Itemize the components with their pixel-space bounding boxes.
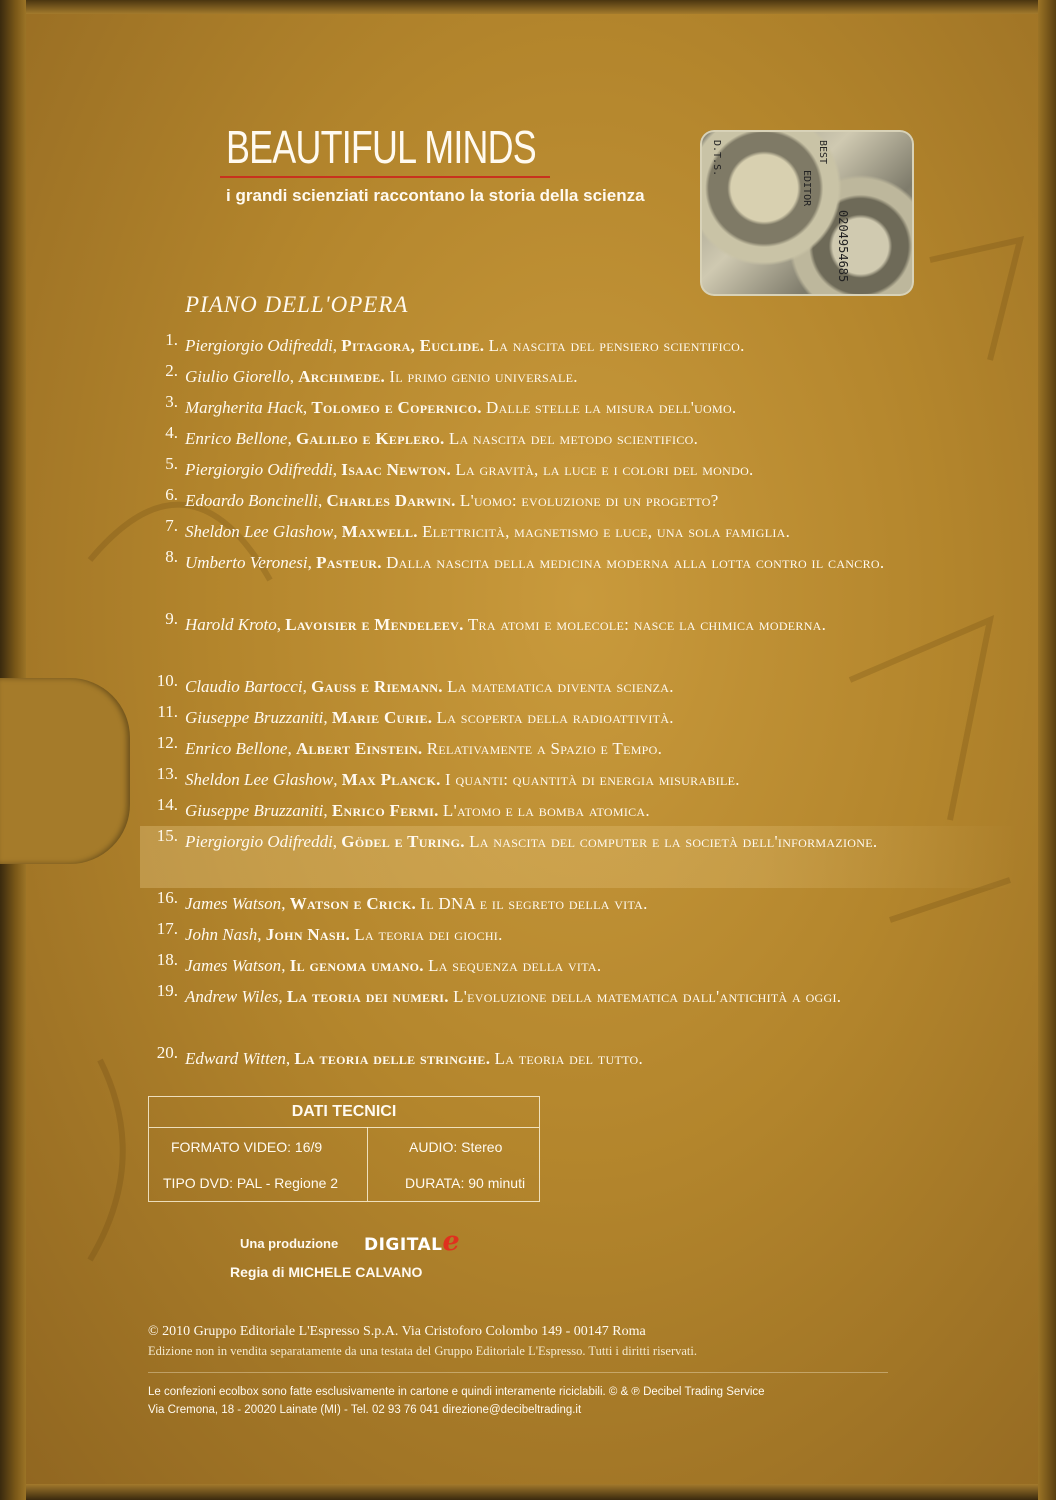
footer-divider (148, 1372, 888, 1373)
toc-item-number: 8. (165, 547, 178, 566)
video-format: FORMATO VIDEO: 16/9 (171, 1139, 323, 1155)
production-label: Una produzione (240, 1236, 339, 1251)
toc-title: PIANO DELL'OPERA (185, 292, 409, 317)
hologram-editor: EDITOR (801, 170, 812, 207)
toc-item-subject: John Nash. (265, 925, 351, 944)
toc-item-description: La teoria del tutto. (494, 1049, 644, 1068)
toc-item-subject: Maxwell. (341, 522, 418, 541)
toc-item-subject: Charles Darwin. (326, 491, 456, 510)
technical-data-box (148, 1096, 540, 1202)
toc-item (140, 981, 1020, 1043)
tech-divider-v (367, 1127, 368, 1201)
toc-item-subject: La teoria dei numeri. (286, 987, 449, 1006)
toc-item (140, 826, 1020, 888)
toc-item-subject: Marie Curie. (331, 708, 433, 727)
toc-item (140, 516, 1020, 547)
toc-item-author: Giuseppe Bruzzaniti (185, 801, 324, 820)
toc-item-number: 10. (156, 671, 178, 690)
toc-item-subject: Isaac Newton. (341, 460, 452, 479)
toc-item-author: Giuseppe Bruzzaniti (185, 708, 324, 727)
hologram-code: 0204954685 (836, 210, 850, 283)
toc-item-subject: La teoria delle stringhe. (294, 1049, 491, 1068)
toc-item-subject: Max Planck. (341, 770, 441, 789)
toc-item-body: Piergiorgio Odifreddi, Isaac Newton. La gravità, la luce e i colori del mondo. (185, 460, 754, 479)
toc-item-author: Claudio Bartocci (185, 677, 303, 696)
toc-item-number: 18. (156, 950, 178, 969)
toc-item (140, 919, 1020, 950)
toc-item-number: 16. (156, 888, 178, 907)
toc-item-number: 19. (156, 981, 178, 1000)
duration: DURATA: 90 minuti (405, 1175, 526, 1191)
toc-item-number: 7. (165, 516, 178, 535)
digital-e-logo (364, 1226, 460, 1257)
toc-item-number: 6. (165, 485, 178, 504)
toc-item-description: La sequenza della vita. (428, 956, 602, 975)
dvd-type: TIPO DVD: PAL - Regione 2 (163, 1175, 339, 1191)
cover-edge-top (0, 0, 1056, 14)
toc-item-number: 5. (165, 454, 178, 473)
toc-item (140, 888, 1020, 919)
toc-item-description: Dalle stelle la misura dell'uomo. (486, 398, 737, 417)
toc-item (140, 485, 1020, 516)
toc-item-description: L'uomo: evoluzione di un progetto? (459, 491, 719, 510)
toc-item-body: Edward Witten, La teoria delle stringhe. La teoria del tutto. (185, 1049, 644, 1068)
cover-edge-bottom (0, 1484, 1056, 1500)
toc-item-author: James Watson (185, 894, 282, 913)
toc-item-body: Andrew Wiles, La teoria dei numeri. L'evoluzione della matematica dall'antichità a oggi. (185, 987, 842, 1006)
toc-item-number: 13. (156, 764, 178, 783)
toc-item-body: James Watson, Il genoma umano. La sequenza della vita. (185, 956, 602, 975)
toc-item-body: Sheldon Lee Glashow, Max Planck. I quanti: quantità di energia misurabile. (185, 770, 740, 789)
toc-item-author: James Watson (185, 956, 282, 975)
toc-item-subject: Watson e Crick. (289, 894, 417, 913)
rights-notice: Edizione non in vendita separatamente da una testata del Gruppo Editoriale L'Espresso. Tutti i diritti riservati. (148, 1344, 697, 1358)
footer-address: Via Cremona, 18 - 20020 Lainate (MI) - Tel. 02 93 76 041 direzione@decibeltrading.it (148, 1404, 582, 1416)
toc-item-description: La gravità, la luce e i colori del mondo. (455, 460, 754, 479)
toc-item-description: L'atomo e la bomba atomica. (442, 801, 650, 820)
toc-item-number: 17. (156, 919, 178, 938)
series-subtitle: i grandi scienziati raccontano la storia della scienza (226, 186, 645, 205)
toc-item-author: Giulio Giorello (185, 367, 290, 386)
toc-item-number: 20. (156, 1043, 178, 1062)
toc-item-subject: Archimede. (298, 367, 386, 386)
toc-item-body: Piergiorgio Odifreddi, Pitagora, Euclide. La nascita del pensiero scientifico. (185, 336, 745, 355)
toc-item-number: 14. (156, 795, 178, 814)
toc-item-description: I quanti: quantità di energia misurabile. (444, 770, 740, 789)
toc-item (140, 454, 1020, 485)
toc-item-subject: Albert Einstein. (295, 739, 423, 758)
toc-item-author: Andrew Wiles (185, 987, 279, 1006)
toc-item (140, 671, 1020, 702)
toc-item (140, 764, 1020, 795)
toc-item-number: 1. (165, 330, 178, 349)
toc-item (140, 1043, 1020, 1074)
toc-item-author: Edoardo Boncinelli (185, 491, 318, 510)
toc-item-subject: Tolomeo e Copernico. (311, 398, 482, 417)
toc-item-number: 12. (156, 733, 178, 752)
copyright-line: © 2010 Gruppo Editoriale L'Espresso S.p.A. Via Cristoforo Colombo 149 - 00147 Roma (148, 1324, 646, 1339)
toc-item-body: Enrico Bellone, Galileo e Keplero. La nascita del metodo scientifico. (185, 429, 699, 448)
toc-item-subject: Enrico Fermi. (331, 801, 439, 820)
toc-item (140, 423, 1020, 454)
toc-item-description: Elettricità, magnetismo e luce, una sola famiglia. (422, 522, 791, 541)
toc-item-author: Piergiorgio Odifreddi (185, 336, 333, 355)
logo-text: DIGITAL (364, 1235, 443, 1255)
table-of-contents (140, 330, 1020, 1074)
audio-format: AUDIO: Stereo (409, 1139, 503, 1155)
toc-item-author: Sheldon Lee Glashow (185, 522, 334, 541)
toc-item-body: Giulio Giorello, Archimede. Il primo genio universale. (185, 367, 578, 386)
toc-item-author: Piergiorgio Odifreddi (185, 832, 333, 851)
toc-item (140, 950, 1020, 981)
toc-item-body: John Nash, John Nash. La teoria dei giochi. (185, 925, 503, 944)
toc-item-body: Margherita Hack, Tolomeo e Copernico. Dalle stelle la misura dell'uomo. (185, 398, 737, 417)
toc-item-body: Giuseppe Bruzzaniti, Marie Curie. La scoperta della radioattività. (185, 708, 674, 727)
toc-item (140, 702, 1020, 733)
toc-item (140, 330, 1020, 361)
toc-item (140, 547, 1020, 609)
toc-item-author: Enrico Bellone (185, 739, 288, 758)
logo-e: e (442, 1226, 461, 1257)
toc-item-description: Il primo genio universale. (389, 367, 578, 386)
toc-item (140, 795, 1020, 826)
toc-item (140, 361, 1020, 392)
toc-item-number: 4. (165, 423, 178, 442)
toc-item-number: 2. (165, 361, 178, 380)
hologram-dts: D.T.S. (711, 140, 722, 177)
toc-item-number: 15. (156, 826, 178, 845)
box-spine-right (1038, 0, 1056, 1500)
footer-recycling-note: Le confezioni ecolbox sono fatte esclusivamente in cartone e quindi interamente riciclabili. © & ℗ Decibel Trading Service (148, 1386, 765, 1398)
toc-item-author: Piergiorgio Odifreddi (185, 460, 333, 479)
toc-item-description: Relativamente a Spazio e Tempo. (426, 739, 663, 758)
toc-item-subject: Gauss e Riemann. (311, 677, 443, 696)
toc-item-body: Piergiorgio Odifreddi, Gödel e Turing. La nascita del computer e la società dell'informazione. (185, 832, 878, 851)
toc-item-description: La nascita del pensiero scientifico. (488, 336, 745, 355)
toc-item-description: La nascita del metodo scientifico. (448, 429, 699, 448)
toc-item (140, 609, 1020, 671)
toc-item-body: Giuseppe Bruzzaniti, Enrico Fermi. L'atomo e la bomba atomica. (185, 801, 650, 820)
toc-item-subject: Il genoma umano. (289, 956, 424, 975)
toc-item-author: Margherita Hack (185, 398, 303, 417)
toc-item-description: L'evoluzione della matematica dall'antichità a oggi. (453, 987, 842, 1006)
toc-item-body: Sheldon Lee Glashow, Maxwell. Elettricità, magnetismo e luce, una sola famiglia. (185, 522, 791, 541)
toc-item-author: Harold Kroto (185, 615, 277, 634)
toc-item-subject: Pitagora, Euclide. (341, 336, 485, 355)
toc-item-body: Enrico Bellone, Albert Einstein. Relativamente a Spazio e Tempo. (185, 739, 663, 758)
siae-hologram-sticker (700, 130, 914, 296)
toc-item-body: Umberto Veronesi, Pasteur. Dalla nascita della medicina moderna alla lotta contro il cancro. (185, 553, 885, 572)
toc-item-description: Dalla nascita della medicina moderna alla lotta contro il cancro. (386, 553, 885, 572)
technical-data-title: DATI TECNICI (291, 1103, 397, 1120)
toc-item-description: La scoperta della radioattività. (436, 708, 674, 727)
toc-item-number: 9. (165, 609, 178, 628)
toc-item-subject: Gödel e Turing. (341, 832, 465, 851)
hologram-best: BEST (817, 140, 828, 165)
title-underline (220, 176, 550, 178)
toc-item-body: James Watson, Watson e Crick. Il DNA e il segreto della vita. (185, 894, 648, 913)
toc-item-number: 3. (165, 392, 178, 411)
toc-item-description: La nascita del computer e la società dell'informazione. (469, 832, 878, 851)
director-credit: Regia di MICHELE CALVANO (230, 1264, 423, 1280)
toc-item-description: La teoria dei giochi. (354, 925, 503, 944)
toc-item-author: Edward Witten (185, 1049, 286, 1068)
toc-item-body: Harold Kroto, Lavoisier e Mendeleev. Tra atomi e molecole: nasce la chimica moderna. (185, 615, 827, 634)
toc-item-body: Claudio Bartocci, Gauss e Riemann. La matematica diventa scienza. (185, 677, 674, 696)
series-title: BEAUTIFUL MINDS (226, 121, 536, 173)
toc-item-author: Umberto Veronesi (185, 553, 308, 572)
tech-divider-h (149, 1127, 539, 1128)
toc-item-description: La matematica diventa scienza. (447, 677, 674, 696)
toc-item-subject: Galileo e Keplero. (295, 429, 445, 448)
toc-item-number: 11. (157, 702, 178, 721)
toc-item-author: John Nash (185, 925, 258, 944)
toc-item-description: Tra atomi e molecole: nasce la chimica moderna. (467, 615, 827, 634)
toc-item-author: Enrico Bellone (185, 429, 288, 448)
toc-item (140, 733, 1020, 764)
toc-item-author: Sheldon Lee Glashow (185, 770, 334, 789)
toc-item (140, 392, 1020, 423)
toc-item-subject: Pasteur. (316, 553, 382, 572)
toc-item-subject: Lavoisier e Mendeleev. (285, 615, 464, 634)
toc-item-body: Edoardo Boncinelli, Charles Darwin. L'uomo: evoluzione di un progetto? (185, 491, 719, 510)
toc-item-description: Il DNA e il segreto della vita. (420, 894, 648, 913)
